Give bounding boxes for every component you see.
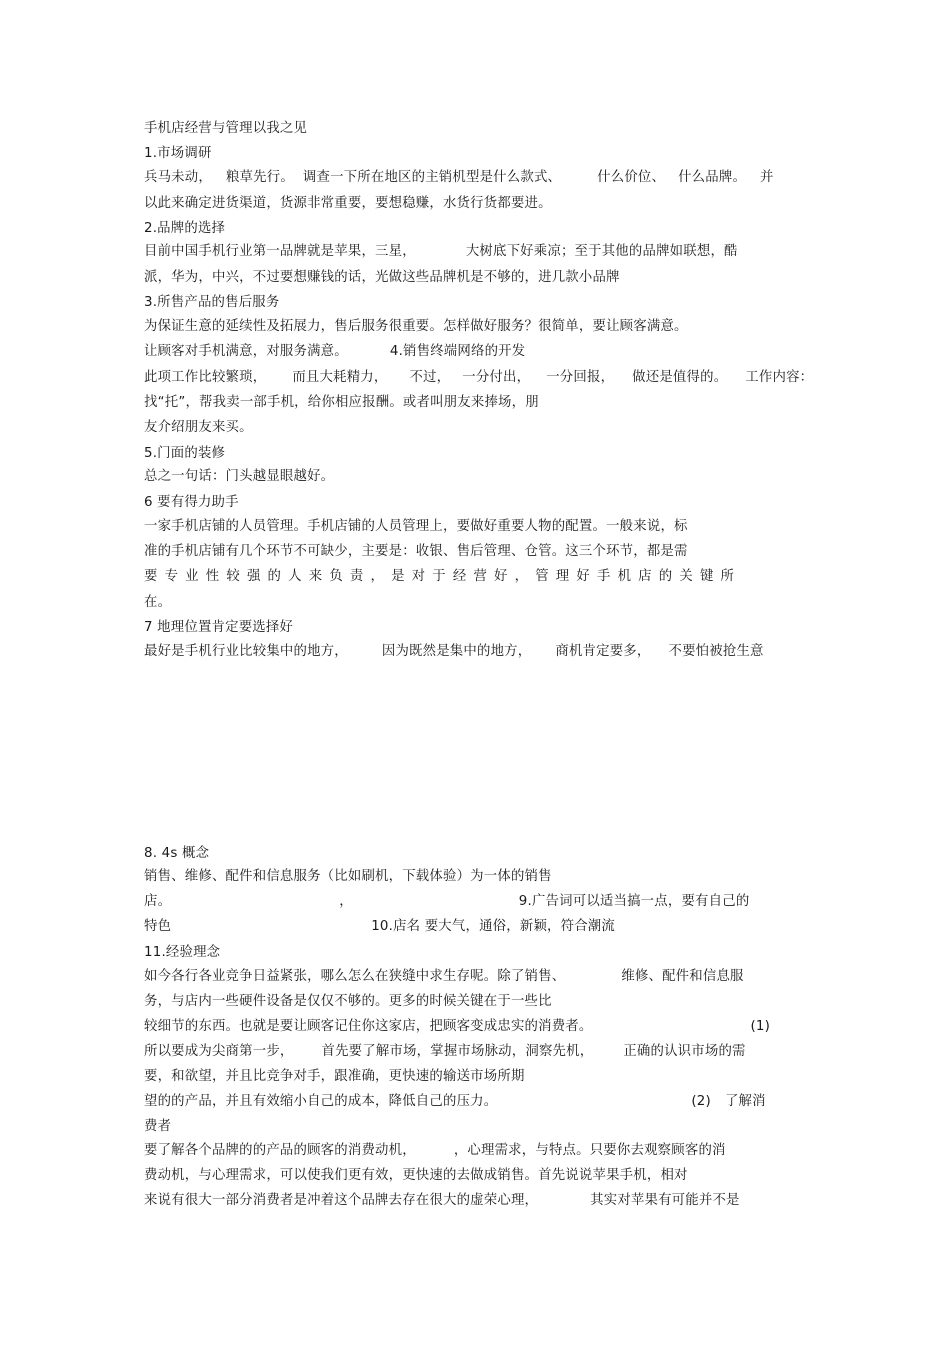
- paragraph-line: 友介绍朋友来买。: [144, 420, 253, 435]
- paragraph-line: 来说有很大一部分消费者是冲着这个品牌去存在很大的虚荣心理， 其实对苹果有可能并不是: [144, 1193, 740, 1208]
- paragraph-line: 要了解各个品牌的的产品的顾客的消费动机， ，心理需求，与特点。只要你去观察顾客的消: [144, 1143, 726, 1158]
- paragraph-line: 为保证生意的延续性及拓展力，售后服务很重要。怎样做好服务？很简单，要让顾客满意。: [144, 319, 688, 334]
- section-heading-market-research: 1.市场调研: [144, 146, 212, 161]
- paragraph-line: 较细节的东西。也就是要让顾客记住你这家店，把顾客变成忠实的消费者。 (1): [144, 1019, 771, 1034]
- paragraph-line: 务，与店内一些硬件设备是仅仅不够的。更多的时候关键在于一些比: [144, 994, 552, 1009]
- paragraph-line: 以此来确定进货渠道，货源非常重要，要想稳赚，水货行货都要进。: [144, 196, 552, 211]
- paragraph-line: 总之一句话：门头越显眼越好。: [144, 469, 335, 484]
- paragraph-line: 费动机，与心理需求，可以使我们更有效，更快速的去做成销售。首先说说苹果手机，相对: [144, 1168, 688, 1183]
- section-heading-slogan: 9.广告词可以适当搞一点，要有自己的: [518, 894, 750, 909]
- paragraph-line: 目前中国手机行业第一品牌就是苹果，三星， 大树底下好乘凉；至于其他的品牌如联想，酷: [144, 244, 738, 259]
- paragraph-line: 此项工作比较繁琐， 而且大耗精力， 不过， 一分付出， 一分回报， 做还是值得的。 工作内容：: [144, 370, 814, 385]
- paragraph-line: 特色 10.店名 要大气，通俗，新颖，符合潮流: [144, 919, 615, 934]
- section-heading-after-sales: 3.所售产品的售后服务: [144, 295, 280, 310]
- paragraph-line: 找“托”，帮我卖一部手机，给你相应报酬。或者叫朋友来捧场，朋: [144, 395, 539, 410]
- section-heading-storefront: 5.门面的装修: [144, 446, 226, 461]
- section-heading-experience: 11.经验理念: [144, 945, 221, 960]
- section-heading-location: 7 地理位置肯定要选择好: [144, 620, 294, 635]
- paragraph-line: 所以要成为尖商第一步， 首先要了解市场，掌握市场脉动，洞察先机， 正确的认识市场的需: [144, 1044, 746, 1059]
- paragraph-line: 店。 ， 9.广告词可以适当搞一点，要有自己的: [144, 894, 750, 909]
- section-heading-brand-selection: 2.品牌的选择: [144, 221, 226, 236]
- paragraph-line: 准的手机店铺有几个环节不可缺少，主要是：收银、售后管理、仓管。这三个环节，都是需: [144, 544, 688, 559]
- section-heading-assistants: 6 要有得力助手: [144, 495, 239, 510]
- paragraph-line: 费者: [144, 1119, 172, 1134]
- paragraph-line: 如今各行各业竞争日益紧张，哪么怎么在狭缝中求生存呢。除了销售、 维修、配件和信息服: [144, 969, 744, 984]
- document-title: 手机店经营与管理以我之见: [144, 121, 308, 136]
- paragraph-line: 最好是手机行业比较集中的地方， 因为既然是集中的地方， 商机肯定要多， 不要怕被抢生意: [144, 644, 764, 659]
- section-heading-sales-network: 4.销售终端网络的开发: [389, 344, 526, 359]
- paragraph-line: 销售、维修、配件和信息服务（比如刷机，下载体验）为一体的销售: [144, 869, 552, 884]
- paragraph-line: 派，华为，中兴，不过要想赚钱的话，光做这些品牌机是不够的，进几款小品牌: [144, 270, 620, 285]
- paragraph-line: 一家手机店铺的人员管理。手机店铺的人员管理上，要做好重要人物的配置。一般来说，标: [144, 519, 688, 534]
- paragraph-line: 兵马未动， 粮草先行。 调查一下所在地区的主销机型是什么款式、 什么价位、 什么品牌。 并: [144, 170, 774, 185]
- section-heading-store-name: 10.店名 要大气，通俗，新颖，符合潮流: [371, 919, 615, 934]
- paragraph-line: 望的的产品，并且有效缩小自己的成本，降低自己的压力。 (2) 了解消: [144, 1094, 766, 1109]
- paragraph-line: 要专业性较强的人来负责，是对于经营好，管理好手机店的关键所: [144, 569, 742, 584]
- paragraph-line: 在。: [144, 595, 172, 610]
- paragraph-line: 让顾客对手机满意，对服务满意。 4.销售终端网络的开发: [144, 344, 526, 359]
- paragraph-line: 要，和欲望，并且比竞争对手，跟准确，更快速的输送市场所期: [144, 1069, 525, 1084]
- section-heading-4s-concept: 8. 4s 概念: [144, 846, 210, 861]
